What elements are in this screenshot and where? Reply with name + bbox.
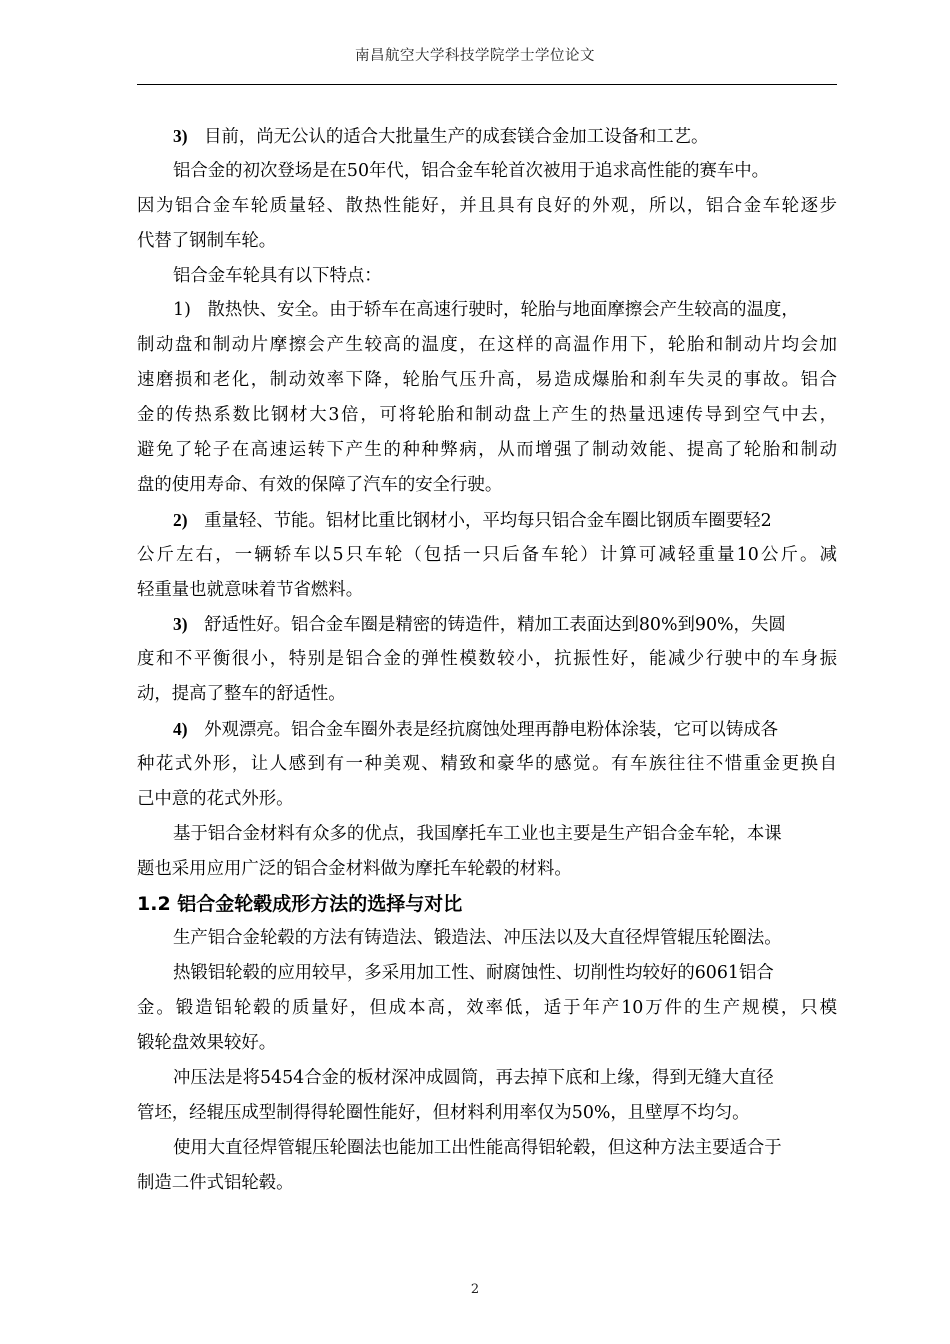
list-marker: 2) [173, 509, 188, 530]
list-item-2-weight: 2) 重量轻、节能。铝材比重比钢材小，平均每只铝合金车圈比钢质车圈要轻2 [173, 509, 772, 531]
paragraph-line: 公斤左右，一辆轿车以5只车轮（包括一只后备车轮）计算可减轻重量10公斤。减 [137, 544, 837, 565]
paragraph-line: 金。锻造铝轮毂的质量好，但成本高，效率低，适于年产10万件的生产规模，只模 [137, 998, 837, 1019]
list-item-4-appearance: 4) 外观漂亮。铝合金车圈外表是经抗腐蚀处理再静电粉体涂装，它可以铸成各 [173, 719, 778, 741]
list-marker: 3) [173, 126, 188, 146]
list-item-3-limitation: 3) 目前，尚无公认的适合大批量生产的成套镁合金加工设备和工艺。 [173, 126, 709, 147]
paragraph-line: 使用大直径焊管辊压轮圈法也能加工出性能高得铝轮毂，但这种方法主要适合于 [173, 1137, 782, 1158]
header-divider [137, 84, 837, 85]
paragraph-line: 管坯，经辊压成型制得得轮圈性能好，但材料利用率仅为50%，且壁厚不均匀。 [137, 1102, 750, 1123]
paragraph-line: 制动盘和制动片摩擦会产生较高的温度，在这样的高温作用下，轮胎和制动片均会加 [137, 335, 837, 356]
paragraph-line: 铝合金的初次登场是在50年代，铝合金车轮首次被用于追求高性能的赛车中。 [173, 160, 770, 181]
list-marker: 1) [173, 300, 191, 321]
paragraph-line: 生产铝合金轮毂的方法有铸造法、锻造法、冲压法以及大直径焊管辊压轮圈法。 [173, 928, 782, 949]
paragraph-line: 动，提高了整车的舒适性。 [137, 684, 346, 705]
paragraph-line: 冲压法是将5454合金的板材深冲成圆筒，再去掉下底和上缘，得到无缝大直径 [173, 1068, 774, 1089]
paragraph-line: 锻轮盘效果较好。 [137, 1033, 277, 1054]
section-heading: 1.2 铝合金轮毂成形方法的选择与对比 [137, 892, 463, 915]
running-header: 南昌航空大学科技学院学士学位论文 [355, 48, 595, 64]
paragraph-line: 金的传热系数比钢材大3倍，可将轮胎和制动盘上产生的热量迅速传导到空气中去， [137, 405, 837, 426]
paragraph-line: 因为铝合金车轮质量轻、散热性能好，并且具有良好的外观，所以，铝合金车轮逐步 [137, 195, 837, 216]
paragraph-line: 己中意的花式外形。 [137, 788, 294, 809]
paragraph-line: 种花式外形，让人感到有一种美观、精致和豪华的感觉。有车族往往不惜重金更换自 [137, 754, 837, 775]
paragraph-line: 度和不平衡很小，特别是铝合金的弹性模数较小，抗振性好，能减少行驶中的车身振 [137, 649, 837, 670]
paragraph-line: 速磨损和老化，制动效率下降，轮胎气压升高，易造成爆胎和刹车失灵的事故。铝合 [137, 370, 837, 391]
body-text [137, 119, 837, 1201]
page-number: 2 [470, 1282, 480, 1297]
paragraph-line: 避免了轮子在高速运转下产生的种种弊病，从而增强了制动效能、提高了轮胎和制动 [137, 440, 837, 461]
paragraph-line: 制造二件式铝轮毂。 [137, 1172, 294, 1193]
list-item-1-heat: 1) 散热快、安全。由于轿车在高速行驶时，轮胎与地面摩擦会产生较高的温度， [173, 300, 799, 321]
paragraph-line: 代替了钢制车轮。 [137, 230, 277, 251]
paragraph-line: 题也采用应用广泛的铝合金材料做为摩托车轮毂的材料。 [137, 858, 572, 879]
list-marker: 3) [173, 614, 188, 635]
list-item-3-comfort: 3) 舒适性好。铝合金车圈是精密的铸造件，精加工表面达到80%到90%，失圆 [173, 614, 786, 636]
paragraph-line: 盘的使用寿命、有效的保障了汽车的安全行驶。 [137, 474, 503, 495]
paragraph-line: 基于铝合金材料有众多的优点，我国摩托车工业也主要是生产铝合金车轮，本课 [173, 823, 782, 844]
paragraph-line: 热锻铝轮毂的应用较早，多采用加工性、耐腐蚀性、切削性均较好的6061铝合 [173, 963, 774, 984]
paragraph-line: 轻重量也就意味着节省燃料。 [137, 579, 364, 600]
list-marker: 4) [173, 719, 188, 740]
paragraph-line: 铝合金车轮具有以下特点： [173, 265, 382, 286]
